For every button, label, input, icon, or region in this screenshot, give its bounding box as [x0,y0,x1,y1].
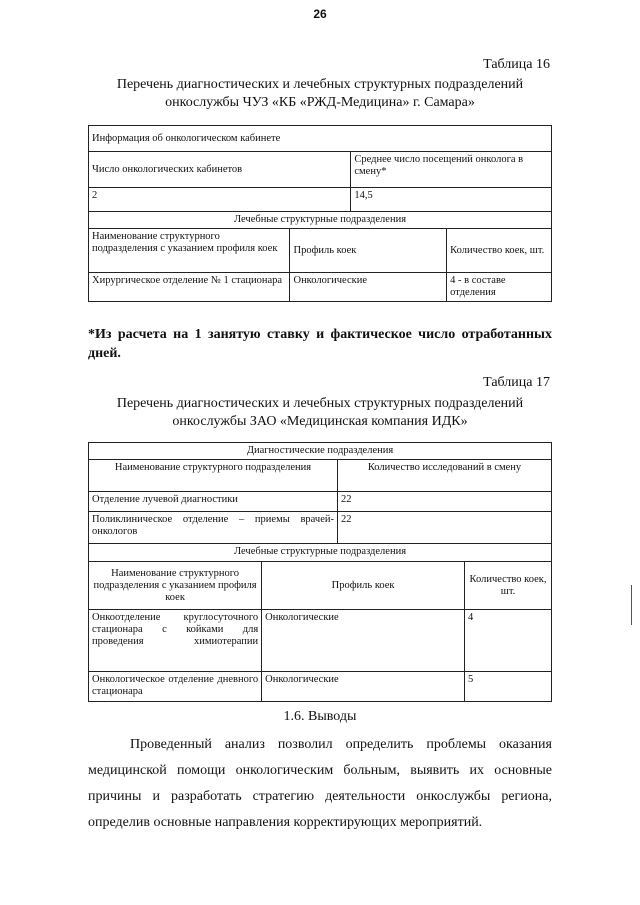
table17-diag-row1-name: Отделение лучевой диагностики [89,492,338,512]
table16-title-line1: Перечень диагностических и лечебных структурных подразделений [116,77,524,92]
table16-title [80,76,560,112]
table16-info-header: Информация об онкологическом кабинете [89,126,552,152]
table17-treat-row2-profile: Онкологические [262,672,465,702]
table17-title-line1: Перечень диагностических и лечебных структурных подразделений [116,396,524,411]
table16-row1-profile: Онкологические [290,273,447,302]
table16-col-cabinets: Число онкологических кабинетов [89,152,351,188]
table17-treat-row2-count: 5 [465,672,552,702]
table17-treat-row1-unit: Онкоотделение круглосуточного стационара с койками для проведения химиотерапии [89,610,262,672]
table16-label: Таблица 16 [483,57,550,72]
table16-col-count: Количество коек, шт. [447,229,552,273]
table17-title [80,395,560,431]
table17-diag-row1-value: 22 [337,492,551,512]
table17-diag-row2-value: 22 [337,512,551,544]
section-heading: 1.6. Выводы [283,709,357,724]
table16-col-bed-profile: Профиль коек [290,229,447,273]
table17-col-unit-name-profile: Наименование структурного подразделения с указанием профиля коек [89,562,262,610]
table17-title-line2: онкослужбы ЗАО «Медицинская компания ИДК» [172,414,468,429]
table17-col-count: Количество коек, шт. [465,562,552,610]
table-row [89,492,552,512]
table17-section-treatment: Лечебные структурные подразделения [89,544,552,562]
table16-col-visits: Среднее число посещений онколога в смену* [351,152,552,188]
table17-treat-row2-unit: Онкологическое отделение дневного стационара [89,672,262,702]
table17-section-diagnostic: Диагностические подразделения [89,443,552,460]
table16-section-treatment: Лечебные структурные подразделения [89,212,552,229]
table17-label: Таблица 17 [483,375,550,390]
table17-col-studies: Количество исследований в смену [337,460,551,492]
table17 [88,442,552,702]
table16 [88,125,552,302]
table17-diag-row2-name: Поликлиническое отделение – приемы врачей-онкологов [89,512,338,544]
table16-row1-count: 4 - в составе отделения [447,273,552,302]
table16-val-visits: 14,5 [351,188,552,212]
table17-col-unit-name: Наименование структурного подразделения [89,460,338,492]
table-row [89,610,552,672]
table17-treat-row1-count: 4 [465,610,552,672]
page-number: 26 [313,7,327,21]
footnote: *Из расчета на 1 занятую ставку и фактическое число отработанных дней. [88,327,552,361]
table16-row1-unit: Хирургическое отделение № 1 стационара [89,273,290,302]
table-row [89,273,552,302]
table17-col-bed-profile: Профиль коек [262,562,465,610]
table-row [89,672,552,702]
table17-treat-row1-profile: Онкологические [262,610,465,672]
scan-margin-mark [631,585,632,625]
table16-title-line2: онкослужбы ЧУЗ «КБ «РЖД-Медицина» г. Самара» [165,95,475,110]
table16-val-cabinets: 2 [89,188,351,212]
table16-col-unit-name: Наименование структурного подразделения с указанием профиля коек [89,229,290,273]
conclusion-paragraph: Проведенный анализ позволил определить проблемы оказания медицинской помощи онкологическим больным, выявить их основные причины и разработать стратегию деятельности онкослужбы региона, определив основные направления корректирующих мероприятий. [88,737,552,830]
table-row [89,512,552,544]
